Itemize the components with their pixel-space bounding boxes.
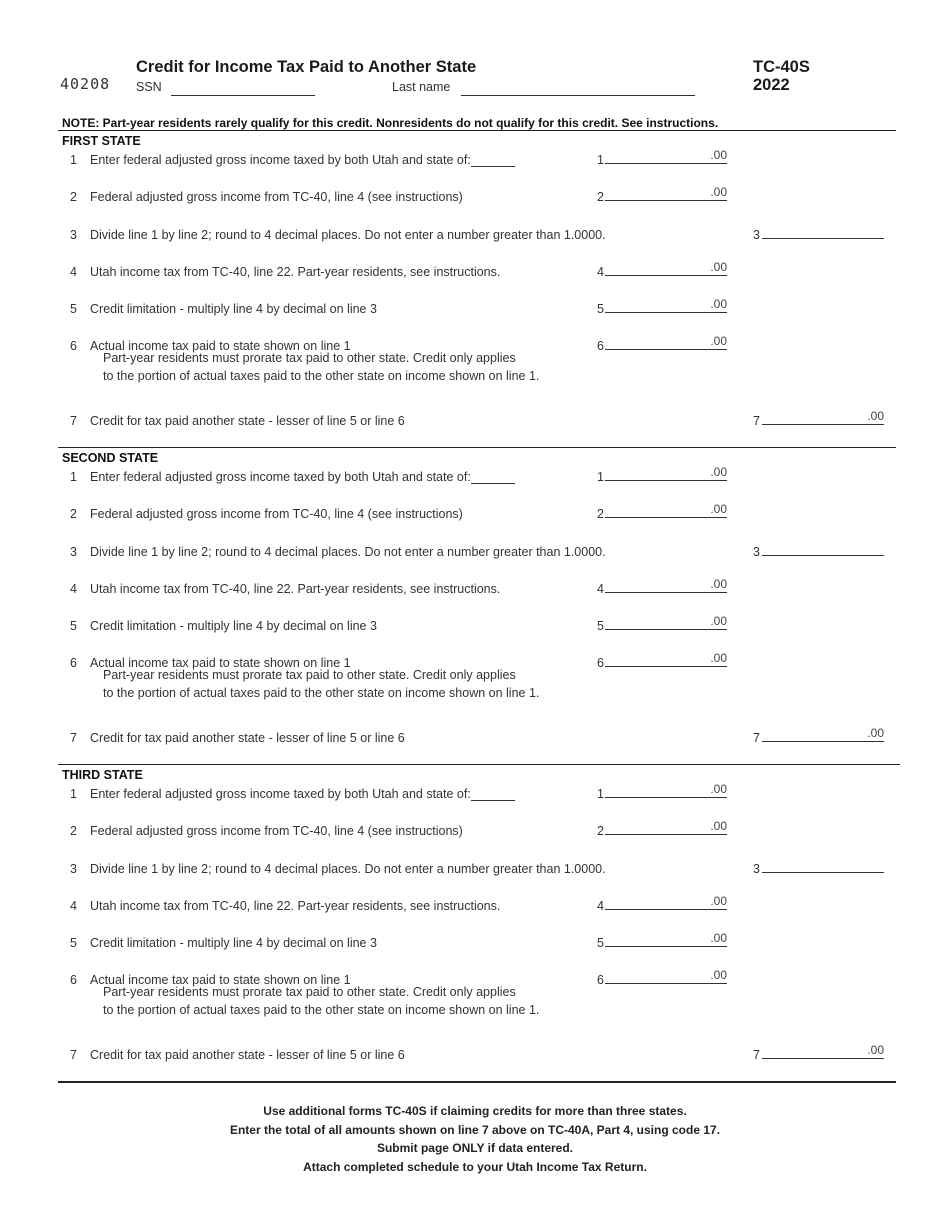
section-1-line-3-number: 3 (70, 228, 77, 242)
section-3-line-6-amount-field[interactable] (605, 967, 727, 984)
section-3-line-1-label: Enter federal adjusted gross income taxed by both Utah and state of: (90, 787, 471, 801)
section-2-line-1-label: Enter federal adjusted gross income taxed by both Utah and state of: (90, 470, 471, 484)
section-1-line-4-label: Utah income tax from TC-40, line 22. Part-year residents, see instructions. (90, 265, 501, 279)
section-1-line-3-decimal-field[interactable] (762, 222, 884, 239)
form-number: TC-40S (753, 58, 810, 76)
section-2-line-6-number: 6 (70, 656, 77, 670)
section-3-box-5-number: 5 (597, 936, 604, 950)
cents-suffix: .00 (710, 931, 727, 945)
last-name-label: Last name (392, 80, 451, 94)
section-3-box-4-number: 4 (597, 899, 604, 913)
cents-suffix: .00 (710, 465, 727, 479)
section-3-box-2-number: 2 (597, 824, 604, 838)
section-2-line-7-amount-field[interactable] (762, 725, 884, 742)
form-year: 2022 (753, 76, 790, 94)
section-3-box-1-number: 1 (597, 787, 604, 801)
section-2-box-5-number: 5 (597, 619, 604, 633)
section-1-box-5-number: 5 (597, 302, 604, 316)
section-3-line-6-note-1: Part-year residents must prorate tax paid to other state. Credit only applies (103, 985, 516, 999)
section-1-line-6-label: Actual income tax paid to state shown on line 1 (90, 339, 351, 353)
section-3-line-2-number: 2 (70, 824, 77, 838)
section-1-line-4-amount-field[interactable] (605, 259, 727, 276)
section-2-line-6-label: Actual income tax paid to state shown on line 1 (90, 656, 351, 670)
section-2-heading: SECOND STATE (62, 451, 159, 465)
section-3-line-4-label: Utah income tax from TC-40, line 22. Part-year residents, see instructions. (90, 899, 501, 913)
section-3-line-4-number: 4 (70, 899, 77, 913)
section-3-line-3-decimal-field[interactable] (762, 856, 884, 873)
section-2-line-7-number: 7 (70, 731, 77, 745)
section-3-line-3-number: 3 (70, 862, 77, 876)
note-text: NOTE: Part-year residents rarely qualify for this credit. Nonresidents do not qualify for this credit. See instructions. (62, 116, 719, 130)
section-1-line-6-amount-field[interactable] (605, 333, 727, 350)
section-1-box-7-number: 7 (753, 414, 760, 428)
section-3-rule (58, 764, 900, 765)
cents-suffix: .00 (867, 1043, 884, 1057)
section-2-line-3-decimal-field[interactable] (762, 539, 884, 556)
section-2-line-5-number: 5 (70, 619, 77, 633)
footer-instructions (0, 1102, 950, 1177)
section-2-line-2-label: Federal adjusted gross income from TC-40, line 4 (see instructions) (90, 507, 463, 521)
section-2-line-2-number: 2 (70, 507, 77, 521)
cents-suffix: .00 (710, 782, 727, 796)
section-3-line-2-label: Federal adjusted gross income from TC-40, line 4 (see instructions) (90, 824, 463, 838)
section-1-line-6-note-2: to the portion of actual taxes paid to the other state on income shown on line 1. (103, 369, 540, 383)
section-1-line-1-number: 1 (70, 153, 77, 167)
cents-suffix: .00 (710, 968, 727, 982)
cents-suffix: .00 (710, 297, 727, 311)
cents-suffix: .00 (710, 185, 727, 199)
section-1-line-3-label: Divide line 1 by line 2; round to 4 decimal places. Do not enter a number greater than 1.0000. (90, 228, 606, 242)
section-2-line-2-amount-field[interactable] (605, 501, 727, 518)
section-2-rule (58, 447, 896, 448)
section-3-line-4-amount-field[interactable] (605, 893, 727, 910)
section-1-box-2-number: 2 (597, 190, 604, 204)
section-2-line-5-label: Credit limitation - multiply line 4 by decimal on line 3 (90, 619, 377, 633)
section-3-line-5-number: 5 (70, 936, 77, 950)
ssn-field[interactable] (171, 79, 315, 96)
section-3-line-2-amount-field[interactable] (605, 818, 727, 835)
cents-suffix: .00 (710, 819, 727, 833)
cents-suffix: .00 (710, 260, 727, 274)
section-1-box-3-number: 3 (753, 228, 760, 242)
section-3-state-name-field[interactable] (471, 786, 515, 801)
ssn-label: SSN (136, 80, 162, 94)
section-2-line-6-amount-field[interactable] (605, 650, 727, 667)
section-2-line-6-note-2: to the portion of actual taxes paid to the other state on income shown on line 1. (103, 686, 540, 700)
section-1-rule (58, 130, 896, 131)
section-3-line-7-amount-field[interactable] (762, 1042, 884, 1059)
section-1-heading: FIRST STATE (62, 134, 141, 148)
section-3-line-7-label: Credit for tax paid another state - lesser of line 5 or line 6 (90, 1048, 405, 1062)
form-code: 40208 (60, 75, 111, 93)
section-1-line-6-number: 6 (70, 339, 77, 353)
section-2-line-1-amount-field[interactable] (605, 464, 727, 481)
footer-line-1: Use additional forms TC-40S if claiming credits for more than three states. (263, 1104, 687, 1118)
section-1-box-6-number: 6 (597, 339, 604, 353)
section-1-line-2-number: 2 (70, 190, 77, 204)
section-3-line-1-number: 1 (70, 787, 77, 801)
form-title: Credit for Income Tax Paid to Another State (136, 58, 477, 76)
section-2-line-6-note-1: Part-year residents must prorate tax paid to other state. Credit only applies (103, 668, 516, 682)
section-2-box-7-number: 7 (753, 731, 760, 745)
section-3-line-6-number: 6 (70, 973, 77, 987)
last-name-field[interactable] (461, 79, 695, 96)
section-2-box-3-number: 3 (753, 545, 760, 559)
section-2-line-4-number: 4 (70, 582, 77, 596)
section-2-box-2-number: 2 (597, 507, 604, 521)
cents-suffix: .00 (710, 651, 727, 665)
section-1-line-2-label: Federal adjusted gross income from TC-40, line 4 (see instructions) (90, 190, 463, 204)
footer-line-3: Submit page ONLY if data entered. (376, 1141, 574, 1156)
footer-line-4: Attach completed schedule to your Utah Income Tax Return. (303, 1160, 647, 1175)
section-2-line-3-label: Divide line 1 by line 2; round to 4 decimal places. Do not enter a number greater than 1.0000. (90, 545, 606, 559)
section-3-line-6-label: Actual income tax paid to state shown on line 1 (90, 973, 351, 987)
section-2-box-1-number: 1 (597, 470, 604, 484)
section-1-line-1-label: Enter federal adjusted gross income taxed by both Utah and state of: (90, 153, 471, 167)
section-1-line-2-amount-field[interactable] (605, 184, 727, 201)
section-3-box-6-number: 6 (597, 973, 604, 987)
section-3-line-7-number: 7 (70, 1048, 77, 1062)
section-1-line-1-amount-field[interactable] (605, 147, 727, 164)
cents-suffix: .00 (710, 502, 727, 516)
section-2-line-5-amount-field[interactable] (605, 613, 727, 630)
section-3-line-3-label: Divide line 1 by line 2; round to 4 decimal places. Do not enter a number greater than 1.0000. (90, 862, 606, 876)
section-1-line-7-amount-field[interactable] (762, 408, 884, 425)
section-2-line-3-number: 3 (70, 545, 77, 559)
section-2-line-4-label: Utah income tax from TC-40, line 22. Part-year residents, see instructions. (90, 582, 501, 596)
section-1-line-5-amount-field[interactable] (605, 296, 727, 313)
cents-suffix: .00 (710, 148, 727, 162)
section-3-line-6-note-2: to the portion of actual taxes paid to the other state on income shown on line 1. (103, 1003, 540, 1017)
cents-suffix: .00 (710, 334, 727, 348)
section-1-line-7-number: 7 (70, 414, 77, 428)
section-1-line-4-number: 4 (70, 265, 77, 279)
cents-suffix: .00 (710, 577, 727, 591)
section-2-line-7-label: Credit for tax paid another state - lesser of line 5 or line 6 (90, 731, 405, 745)
section-1-state-name-field[interactable] (471, 152, 515, 167)
section-1-line-5-number: 5 (70, 302, 77, 316)
cents-suffix: .00 (710, 614, 727, 628)
section-2-state-name-field[interactable] (471, 469, 515, 484)
section-3-line-5-amount-field[interactable] (605, 930, 727, 947)
section-1-box-1-number: 1 (597, 153, 604, 167)
section-3-box-7-number: 7 (753, 1048, 760, 1062)
cents-suffix: .00 (710, 894, 727, 908)
section-1-line-5-label: Credit limitation - multiply line 4 by decimal on line 3 (90, 302, 377, 316)
section-2-box-6-number: 6 (597, 656, 604, 670)
footer-line-2: Enter the total of all amounts shown on line 7 above on TC-40A, Part 4, using code 17. (229, 1122, 721, 1137)
section-1-line-7-label: Credit for tax paid another state - lesser of line 5 or line 6 (90, 414, 405, 428)
cents-suffix: .00 (867, 726, 884, 740)
section-3-line-1-amount-field[interactable] (605, 781, 727, 798)
bottom-rule (58, 1081, 896, 1083)
cents-suffix: .00 (867, 409, 884, 423)
section-3-line-5-label: Credit limitation - multiply line 4 by decimal on line 3 (90, 936, 377, 950)
section-2-box-4-number: 4 (597, 582, 604, 596)
section-2-line-4-amount-field[interactable] (605, 576, 727, 593)
section-2-line-1-number: 1 (70, 470, 77, 484)
section-1-line-6-note-1: Part-year residents must prorate tax paid to other state. Credit only applies (103, 351, 516, 365)
section-3-heading: THIRD STATE (62, 768, 143, 782)
section-3-box-3-number: 3 (753, 862, 760, 876)
section-1-box-4-number: 4 (597, 265, 604, 279)
